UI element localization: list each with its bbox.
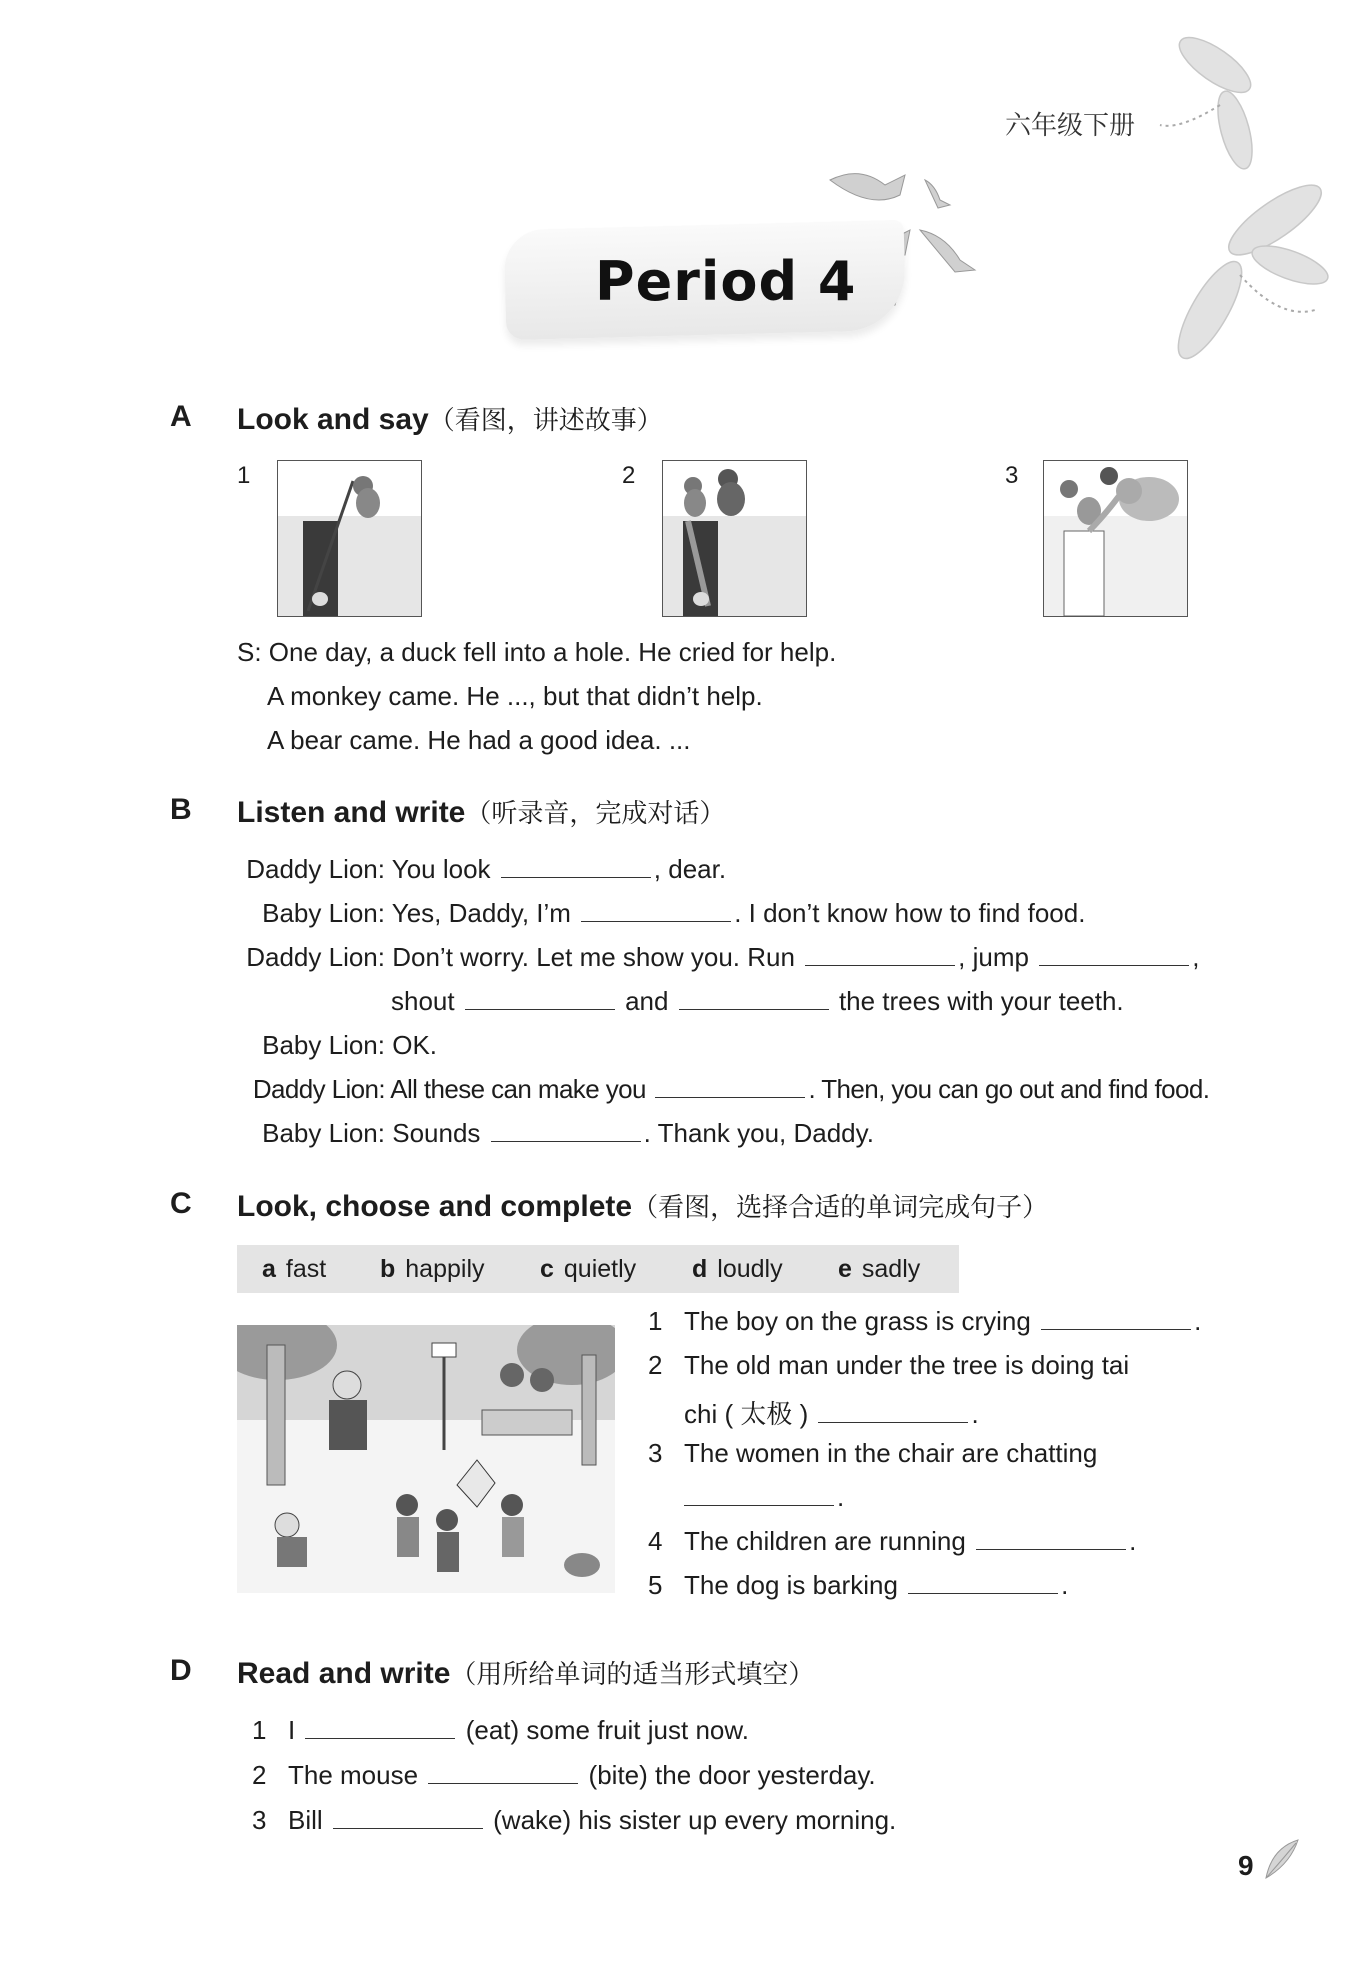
section-d-letter: D <box>170 1654 192 1687</box>
speaker-label: Baby Lion: <box>262 898 385 928</box>
fill-item-2 <box>252 1760 876 1791</box>
section-a-subtitle: （看图，讲述故事） <box>428 405 663 435</box>
option-word: sadly <box>861 1255 921 1283</box>
dialogue-line <box>235 942 1199 973</box>
answer-blank[interactable] <box>1041 1307 1191 1330</box>
item-text: The mouse <box>288 1760 419 1790</box>
section-c-subtitle: （看图，选择合适的单词完成句子） <box>632 1192 1049 1222</box>
sentence-item-2 <box>648 1350 1129 1381</box>
dragonfly-icon <box>1140 20 1330 380</box>
story-line-2: A monkey came. He ..., but that didn’t help. <box>267 681 763 711</box>
section-d-subtitle: （用所给单词的适当形式填空） <box>450 1659 815 1689</box>
section-c-title-text: Look, choose and complete <box>237 1190 633 1223</box>
picture-number-2: 2 <box>622 462 636 489</box>
item-text: The children are running <box>684 1526 966 1556</box>
option-letter: b <box>380 1255 396 1283</box>
dialogue-text: shout <box>391 986 455 1016</box>
section-b-title <box>237 793 725 830</box>
item-end: . <box>1129 1526 1137 1556</box>
item-text: chi ( 太极 ) <box>684 1399 809 1429</box>
item-end: . <box>1061 1570 1069 1600</box>
dialogue-text: . Then, you can go out and find food. <box>808 1074 1210 1104</box>
sentence-item-3-cont <box>684 1482 844 1513</box>
fill-item-1 <box>252 1715 749 1746</box>
item-text: The boy on the grass is crying <box>684 1306 1031 1336</box>
dialogue-text: All these can make you <box>390 1074 646 1104</box>
item-number: 3 <box>252 1805 267 1835</box>
dialogue-text: Don’t worry. Let me show you. Run <box>392 942 795 972</box>
answer-blank[interactable] <box>908 1571 1058 1594</box>
fill-item-3 <box>252 1805 896 1836</box>
item-text: The dog is barking <box>684 1570 898 1600</box>
item-number: 4 <box>648 1526 663 1556</box>
sentence-item-4 <box>648 1526 1136 1557</box>
sentence-item-1 <box>648 1306 1201 1337</box>
section-c-title <box>237 1187 1048 1224</box>
item-text: I <box>288 1715 296 1745</box>
option-letter: a <box>262 1255 276 1283</box>
item-number: 1 <box>648 1306 663 1336</box>
item-end: . <box>1194 1306 1202 1336</box>
section-a-title-text: Look and say <box>237 403 429 436</box>
sentence-item-5 <box>648 1570 1068 1601</box>
speaker-label: Daddy Lion: <box>252 1074 385 1104</box>
answer-blank[interactable] <box>491 1119 641 1142</box>
answer-blank[interactable] <box>465 987 615 1010</box>
dialogue-text: . I don’t know how to find food. <box>734 898 1086 928</box>
answer-blank[interactable] <box>581 899 731 922</box>
grade-label: 六年级下册 <box>1005 110 1136 140</box>
option-letter: c <box>540 1255 554 1283</box>
item-text: Bill <box>288 1805 323 1835</box>
leaf-icon <box>1262 1838 1302 1882</box>
section-b-title-text: Listen and write <box>237 796 466 829</box>
answer-blank[interactable] <box>655 1075 805 1098</box>
section-a-letter: A <box>170 400 192 433</box>
word-option-c <box>540 1255 636 1284</box>
section-c-letter: C <box>170 1187 192 1220</box>
dialogue-text: , jump <box>958 942 1029 972</box>
picture-number-3: 3 <box>1005 462 1019 489</box>
dialogue-text: , dear. <box>653 854 727 884</box>
dialogue-line <box>235 1030 437 1061</box>
dialogue-text: . Thank you, Daddy. <box>643 1118 874 1148</box>
section-b-subtitle: （听录音，完成对话） <box>465 798 726 828</box>
section-a-title <box>237 400 663 437</box>
word-option-d <box>692 1255 783 1284</box>
answer-blank[interactable] <box>501 855 651 878</box>
option-word: happily <box>405 1255 485 1283</box>
dialogue-text: , <box>1192 942 1200 972</box>
story-line-1: S: One day, a duck fell into a hole. He cried for help. <box>237 637 837 667</box>
item-number: 3 <box>648 1438 663 1468</box>
item-end: . <box>971 1399 979 1429</box>
word-option-e <box>838 1255 920 1284</box>
dialogue-text: You look <box>391 854 491 884</box>
option-letter: e <box>838 1255 852 1283</box>
animals-water-hole-picture <box>1043 460 1188 617</box>
dialogue-text: OK. <box>392 1030 438 1060</box>
answer-blank[interactable] <box>305 1716 455 1739</box>
item-number: 5 <box>648 1570 663 1600</box>
sentence-item-2-cont <box>684 1394 979 1431</box>
dialogue-line <box>235 898 1085 929</box>
word-option-b <box>380 1255 485 1284</box>
section-b-letter: B <box>170 793 192 826</box>
monkey-stick-hole-picture <box>277 460 422 617</box>
page-number: 9 <box>1238 1850 1254 1881</box>
word-option-a <box>262 1255 326 1284</box>
speaker-label: Daddy Lion: <box>246 854 385 884</box>
item-text: (bite) the door yesterday. <box>588 1760 876 1790</box>
option-letter: d <box>692 1255 708 1283</box>
dialogue-line <box>235 1074 1209 1105</box>
answer-blank[interactable] <box>1039 943 1189 966</box>
section-d-title-text: Read and write <box>237 1657 451 1690</box>
sentence-item-3 <box>648 1438 1097 1469</box>
answer-blank[interactable] <box>684 1483 834 1506</box>
picture-number-1: 1 <box>237 462 251 489</box>
item-text: The women in the chair are chatting <box>684 1438 1098 1468</box>
option-word: loudly <box>717 1255 783 1283</box>
item-text: (wake) his sister up every morning. <box>493 1805 897 1835</box>
monkey-bear-hole-picture <box>662 460 807 617</box>
section-d-title <box>237 1654 814 1691</box>
answer-blank[interactable] <box>428 1761 578 1784</box>
answer-blank[interactable] <box>333 1806 483 1829</box>
item-number: 2 <box>648 1350 663 1380</box>
item-number: 1 <box>252 1715 267 1745</box>
dialogue-text: and <box>625 986 669 1016</box>
park-scene-picture <box>237 1325 615 1593</box>
story-line-3: A bear came. He had a good idea. ... <box>267 725 691 755</box>
speaker-label: Daddy Lion: <box>246 942 385 972</box>
item-text: The old man under the tree is doing tai <box>684 1350 1130 1380</box>
item-number: 2 <box>252 1760 267 1790</box>
answer-blank[interactable] <box>818 1400 968 1423</box>
item-end: . <box>837 1482 845 1512</box>
dialogue-text: Sounds <box>392 1118 481 1148</box>
item-text: (eat) some fruit just now. <box>465 1715 749 1745</box>
dialogue-line <box>235 854 726 885</box>
option-word: fast <box>285 1255 327 1283</box>
dialogue-line <box>235 1118 874 1149</box>
page-title: Period 4 <box>595 250 857 313</box>
answer-blank[interactable] <box>679 987 829 1010</box>
answer-blank[interactable] <box>805 943 955 966</box>
answer-blank[interactable] <box>976 1527 1126 1550</box>
dialogue-text: Yes, Daddy, I’m <box>391 898 571 928</box>
speaker-label: Baby Lion: <box>262 1030 385 1060</box>
option-word: quietly <box>563 1255 637 1283</box>
dialogue-line <box>391 986 1124 1017</box>
dialogue-text: the trees with your teeth. <box>838 986 1124 1016</box>
speaker-label: Baby Lion: <box>262 1118 385 1148</box>
